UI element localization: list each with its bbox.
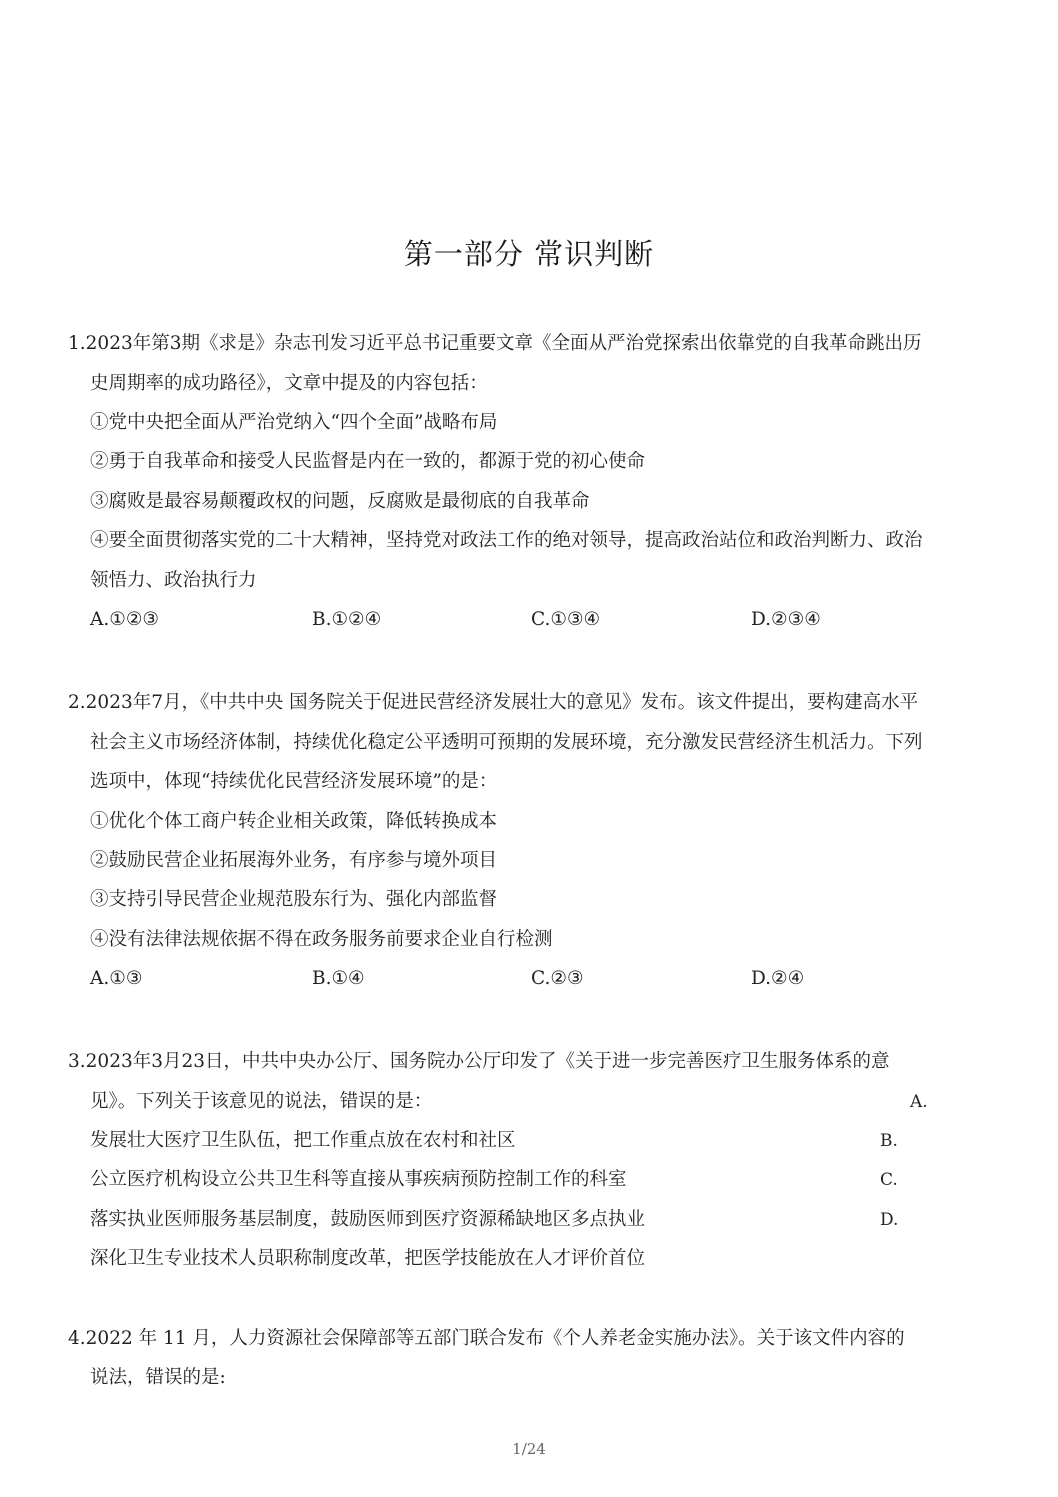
q2-option-d[interactable]: D.②④ [751, 968, 805, 989]
q1-item-4-cont: 领悟力、政治执行力 [90, 570, 257, 591]
q1-option-c[interactable]: C.①③④ [531, 609, 601, 630]
q3-item-b: 公立医疗机构设立公共卫生科等直接从事疾病预防控制工作的科室 [90, 1169, 627, 1190]
page-number: 1/24 [512, 1440, 546, 1458]
q1-item-4: ④要全面贯彻落实党的二十大精神，坚持党对政法工作的绝对领导，提高政治站位和政治判断力、政治 [90, 530, 923, 551]
q3-item-a: 发展壮大医疗卫生队伍，把工作重点放在农村和社区 [90, 1130, 516, 1151]
q1-option-b[interactable]: B.①②④ [312, 609, 382, 630]
q1-item-1: ①党中央把全面从严治党纳入“四个全面”战略布局 [90, 412, 498, 433]
q1-option-a[interactable]: A.①②③ [90, 609, 159, 630]
q3-option-b-letter[interactable]: B. [880, 1131, 898, 1151]
q1-stem-line1: 1.2023年第3期《求是》杂志刊发习近平总书记重要文章《全面从严治党探索出依靠党的自我革命跳出历 [68, 333, 922, 354]
q2-option-b[interactable]: B.①④ [312, 968, 365, 989]
q4-stem-line2: 说法，错误的是: [90, 1367, 226, 1388]
q1-stem-line2: 史周期率的成功路径》，文章中提及的内容包括： [90, 373, 488, 394]
q2-stem-line1: 2.2023年7月，《中共中央 国务院关于促进民营经济发展壮大的意见》发布。该文件提出，要构建高水平 [68, 692, 919, 713]
q3-option-d-letter[interactable]: D. [880, 1210, 899, 1230]
section-title: 第一部分 常识判断 [403, 237, 655, 271]
q2-item-3: ③支持引导民营企业规范股东行为、强化内部监督 [90, 889, 498, 910]
q3-item-d: 深化卫生专业技术人员职称制度改革，把医学技能放在人才评价首位 [90, 1248, 646, 1269]
q2-item-4: ④没有法律法规依据不得在政务服务前要求企业自行检测 [90, 929, 553, 950]
q2-option-c[interactable]: C.②③ [531, 968, 584, 989]
q2-item-2: ②鼓励民营企业拓展海外业务，有序参与境外项目 [90, 850, 498, 871]
q2-stem-line2: 社会主义市场经济体制，持续优化稳定公平透明可预期的发展环境，充分激发民营经济生机活力。下列 [90, 732, 923, 753]
q1-option-d[interactable]: D.②③④ [751, 609, 821, 630]
q1-item-3: ③腐败是最容易颠覆政权的问题，反腐败是最彻底的自我革命 [90, 491, 590, 512]
q2-stem-line3: 选项中，体现“持续优化民营经济发展环境”的是： [90, 771, 498, 792]
q3-item-c: 落实执业医师服务基层制度，鼓励医师到医疗资源稀缺地区多点执业 [90, 1209, 646, 1230]
q2-option-a[interactable]: A.①③ [90, 968, 143, 989]
q3-stem-line2: 见》。下列关于该意见的说法，错误的是： [90, 1091, 433, 1112]
q4-stem-line1: 4.2022 年 11 月，人力资源社会保障部等五部门联合发布《个人养老金实施办法》。关于该文件内容的 [68, 1328, 905, 1349]
q3-option-a-letter[interactable]: A. [910, 1092, 928, 1112]
q2-item-1: ①优化个体工商户转企业相关政策，降低转换成本 [90, 811, 498, 832]
q1-item-2: ②勇于自我革命和接受人民监督是内在一致的，都源于党的初心使命 [90, 451, 646, 472]
q3-option-c-letter[interactable]: C. [880, 1170, 898, 1190]
q3-stem-line1: 3.2023年3月23日，中共中央办公厅、国务院办公厅印发了《关于进一步完善医疗卫生服务体系的意 [68, 1051, 890, 1072]
